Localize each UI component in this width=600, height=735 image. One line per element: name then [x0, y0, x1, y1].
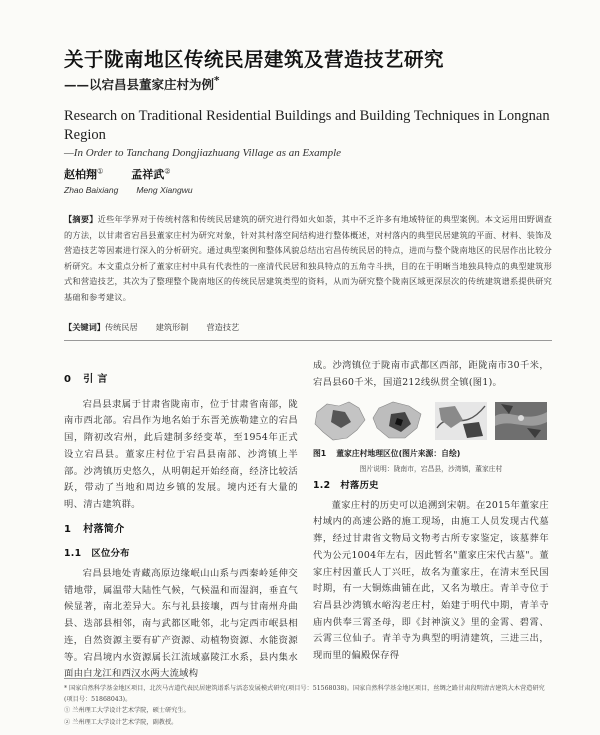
abstract-label: 【摘要】 — [64, 214, 98, 224]
header-divider — [64, 340, 552, 341]
keyword: 营造技艺 — [206, 322, 240, 332]
author-mark: ① — [97, 167, 104, 176]
paper-title: 关于陇南地区传统民居建筑及营造技艺研究 — [64, 48, 445, 71]
author-list-english — [64, 185, 193, 195]
abstract — [64, 212, 552, 306]
location-paragraph: 宕昌县地处青藏高原边缘岷山山系与西秦岭延伸交错地带，属温带大陆性气候，气候温和而湿润，垂直气候显著，南北差异大。东与礼县接壤，西与甘南州舟曲县、迭部县相邻，南与武都区毗邻，北与定西市岷县相连，自然资源主要有矿产资源、动植物资源、水能资源等。宕昌境内水资源属长江流域嘉陵江水系，县内集水面由白龙江和西汉水两大流域构 — [64, 568, 298, 680]
footnote: ① 兰州理工大学设计艺术学院，硕士研究生。 — [64, 707, 190, 714]
keyword: 传统民居 — [104, 322, 138, 332]
section-heading-intro — [64, 372, 298, 389]
footnote-divider — [64, 678, 184, 679]
keyword: 建筑形制 — [155, 322, 189, 332]
author-mark: ② — [164, 167, 171, 176]
footnote: * 国家自然科学基金地区项目，北茨马古道代表民居建筑谱系与活态发展模式研究(项目号：51568038)。国家自然科学基金地区项目，丝绸之路甘肃段明清古建筑大木营造研究(项目号：51868043)。 — [64, 685, 545, 703]
figure-note: 图片说明：陇南市，宕昌县，沙湾镇，董家庄村 — [359, 465, 503, 473]
footnote: ② 兰州理工大学设计艺术学院，副教授。 — [64, 718, 178, 726]
figure-caption-text: 董家庄村地理区位(图片来源：自绘) — [336, 449, 461, 458]
section-number: 1 — [64, 523, 72, 535]
intro-paragraph: 宕昌县隶属于甘肃省陇南市，位于甘肃省南部，陇南市西北部。宕昌作为地名始于东晋羌族勒建立的宕昌国，隋初改宕州，此后建制多经变革，至1954年正式设立宕昌县。董家庄村位于宕昌县南部、沙湾镇上半部。沙湾镇历史悠久，从明朝起开始经商，经济比较活跃，带动了当地和周边乡镇的发展。境内还有大量的明、清古建筑群。 — [64, 398, 298, 510]
right-column-top — [313, 358, 549, 391]
english-title: Research on Traditional Residential Buildings and Building Techniques in Longnan Region — [64, 108, 550, 143]
subsection-number: 1.1 — [64, 548, 82, 560]
subsection-heading-history — [313, 478, 549, 495]
map-longnan-city — [315, 402, 365, 440]
map-tanchang-county — [373, 402, 421, 438]
subsection-title: 村落历史 — [340, 480, 379, 491]
english-subtitle: —In Order to Tanchang Dongjiazhuang Village as an Example — [64, 147, 342, 159]
subsection-title: 区位分布 — [91, 548, 130, 560]
map-shawan-town — [435, 402, 487, 440]
author-list — [64, 166, 171, 182]
author-name: 孟祥武 — [131, 168, 165, 181]
figure-caption — [313, 448, 549, 459]
funding-mark: * — [214, 75, 220, 87]
keywords — [64, 322, 257, 333]
subsection-heading-location — [64, 546, 298, 563]
footnotes — [64, 684, 552, 729]
abstract-text: 近些年学界对于传统村落和传统民居建筑的研究进行得如火如荼，其中不乏许多有地域特征的典型案例。本文运用田野调查的方法，以甘肃省宕昌县董家庄村为研究对象，针对其村落空间结构进行整体概述，对村落内的典型民居建筑的平面、材料、装饰及营造技艺等因素进行深入的分析研究。通过典型案例和整体风貌总结出宕昌传统民居的特点，进而与整个陇南地区的民居作出比较分析研究。本文重点分析了董家庄村中具有代表性的一座清代民居和独具特点的五角寺斗拱，目的在于明晰当地独具特点的典型建筑形式和营造技艺，其次为了整理整个陇南地区的传统民居建筑类型的资料，从而为研究整个陇南区域更深层次的传统建筑谱系提供研究基础和参考建议。 — [64, 214, 552, 302]
section-number: 0 — [64, 374, 72, 385]
map-dongjiazhuang-aerial — [495, 402, 547, 440]
keywords-label: 【关键词】 — [64, 322, 105, 332]
section-heading-village — [64, 522, 298, 539]
figure-location-maps — [313, 398, 549, 444]
section-title: 引 言 — [83, 374, 108, 385]
continued-paragraph: 成。沙湾镇位于陇南市武都区西部，距陇南市30千米，宕昌县60千米，国道212线纵贯全镇(图1)。 — [313, 360, 549, 388]
history-paragraph: 董家庄村的历史可以追溯到宋朝。在2015年董家庄村域内的高速公路的施工现场，由施工人员发现古代墓葬，经过甘肃省文物局文物考古所专家鉴定，该墓葬年代为公元1004年左右，因此暂名"董家庄宋代古墓"。董家庄村因董氏人丁兴旺，故名为董家庄，在清末至民国时期，有一大铜炼曲铺在此，又名为墩庄。青羊寺位于宕昌县沙湾镇水峪沟老庄村，始建于明代中期，青羊寺庙内供奉三霄圣母，即《封神演义》里的金霄、碧霄、云霄三位仙子。青羊寺为典型的明清建筑，三进三出，现而里的偏殿保存得 — [313, 499, 549, 662]
author-name-english: Zhao Baixiang — [64, 185, 119, 195]
right-column-bottom — [313, 478, 549, 665]
section-title: 村落简介 — [83, 523, 125, 535]
figure-label: 图1 — [313, 449, 327, 458]
author-name: 赵柏翔 — [64, 168, 97, 181]
left-column — [64, 372, 298, 683]
paper-subtitle-text: ——以宕昌县董家庄村为例 — [64, 77, 215, 93]
author-name-english: Meng Xiangwu — [136, 185, 193, 195]
subsection-number: 1.2 — [313, 480, 331, 491]
paper-subtitle — [64, 75, 219, 93]
